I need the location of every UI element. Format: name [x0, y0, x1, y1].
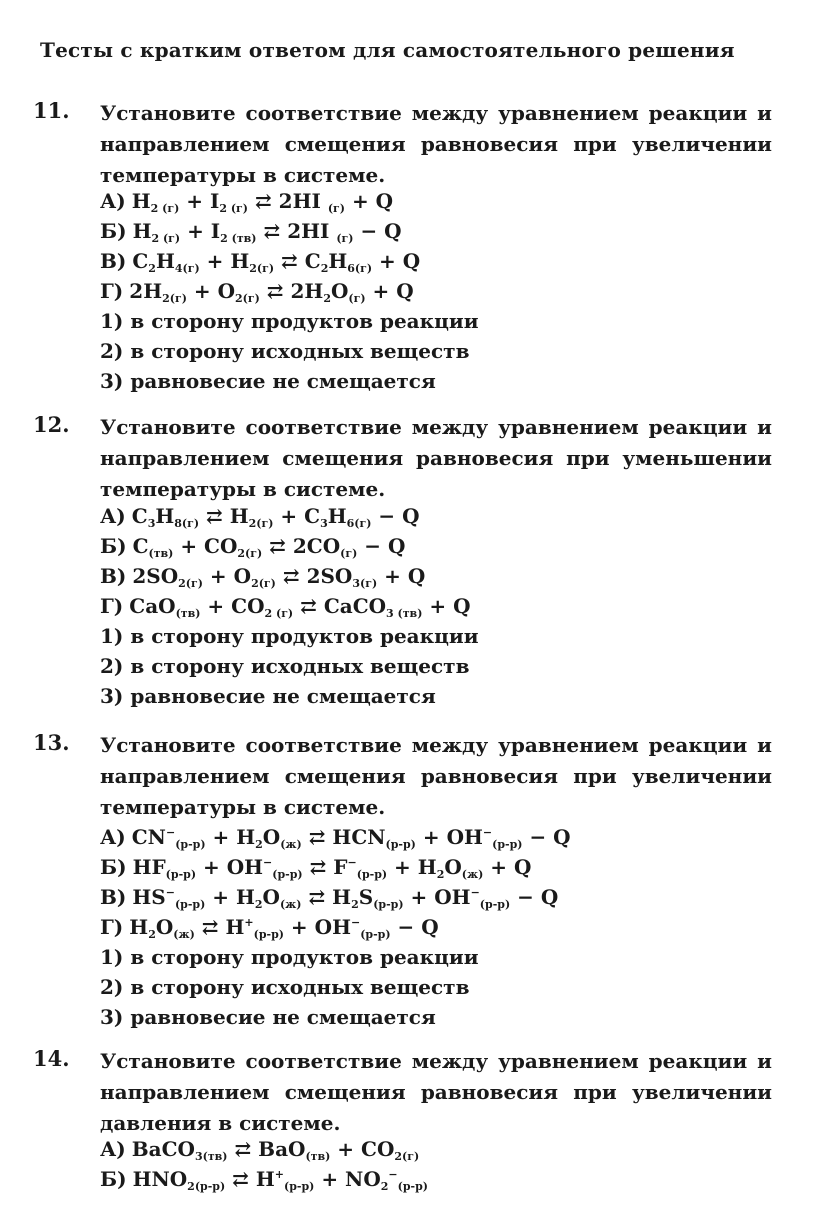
answer-option: 1) в сторону продуктов реакции: [100, 945, 479, 969]
question-text-line: направлением смещения равновесия при уменьшении: [100, 446, 772, 470]
question-text-line: давления в системе.: [100, 1111, 341, 1135]
reaction-equation: $CN^-_{(р-р)} + H_2O_{(ж)}$ ⇄ $HCN_{(р-р)} + OH^-_{(р-р)} - Q$: [131, 825, 571, 851]
reaction-line: [100, 591, 800, 621]
question-text-line: Установите соответствие между уравнением реакции и: [100, 415, 772, 439]
reaction-label: Б): [100, 534, 127, 558]
question-number: 12.: [33, 412, 70, 437]
reaction-label: Г): [100, 915, 124, 939]
reaction-label: Г): [100, 594, 124, 618]
reaction-equation: $H_{2 (г)} + I_{2 (тв)}$ ⇄ 2HI $_{(г)}$ − Q: [132, 219, 402, 245]
reaction-equation: $2H_{2(г)} + O_{2(г)}$ ⇄ $2H_2O_{(г)} + Q$: [129, 279, 414, 305]
page-title: Тесты с кратким ответом для самостоятельного решения: [40, 38, 735, 62]
question-text-line: температуры в системе.: [100, 477, 386, 501]
question-text-line: Установите соответствие между уравнением реакции и: [100, 1049, 772, 1073]
reaction-equation: $H_{2 (г)} + I_{2 (г)}$ ⇄ 2HI $_{(г)}$ + Q: [131, 189, 394, 215]
reaction-line: [100, 276, 800, 306]
question-text: [100, 730, 772, 823]
reaction-equation: $HF_{(р-р)} + OH^-_{(р-р)}$ ⇄ $F^-_{(р-р)} + H_2O_{(ж)} + Q$: [132, 855, 532, 881]
answer-option: 3) равновесие не смещается: [100, 684, 436, 708]
reaction-line: [100, 1134, 800, 1164]
question-text: [100, 412, 772, 505]
reaction-label: Б): [100, 1167, 127, 1191]
reaction-line: [100, 186, 800, 216]
reaction-equation: $C_3H_{8(г)}$ ⇄ $H_{2(г)} + C_3H_{6(г)} - Q$: [131, 504, 420, 530]
question-text-line: направлением смещения равновесия при увеличении: [100, 1080, 772, 1104]
reaction-equation: $HS^-_{(р-р)} + H_2O_{(ж)}$ ⇄ $H_2S_{(р-р)} + OH^-_{(р-р)} - Q$: [132, 885, 559, 911]
question-text-line: направлением смещения равновесия при увеличении: [100, 764, 772, 788]
reaction-line: [100, 1164, 800, 1194]
question-text-line: Установите соответствие между уравнением реакции и: [100, 101, 772, 125]
reaction-label: В): [100, 564, 127, 588]
reaction-line: [100, 822, 800, 852]
question-text: [100, 98, 772, 191]
reaction-equation: $HNO_{2(р-р)}$ ⇄ $H^+_{(р-р)} + NO_2^-_{(р-р)}$: [132, 1167, 428, 1193]
question-text-line: направлением смещения равновесия при увеличении: [100, 132, 772, 156]
answer-option: 2) в сторону исходных веществ: [100, 654, 470, 678]
reaction-line: [100, 246, 800, 276]
question-text-line: Установите соответствие между уравнением реакции и: [100, 733, 772, 757]
reaction-label: В): [100, 885, 127, 909]
reaction-line: [100, 852, 800, 882]
question-text: [100, 1046, 772, 1139]
reaction-equation: $CaO_{(тв)} + CO_{2 (г)}$ ⇄ CaCO$_{3 (тв)}$ + Q: [129, 594, 471, 620]
reaction-equation: $2SO_{2(г)} + O_{2(г)}$ ⇄ $2SO_{3(г)} + Q$: [132, 564, 426, 590]
reaction-label: А): [100, 825, 126, 849]
reaction-equation: $C_2H_{4(г)} + H_{2(г)}$ ⇄ $C_2H_{6(г)} + Q$: [132, 249, 421, 275]
answer-option: 1) в сторону продуктов реакции: [100, 624, 479, 648]
reaction-label: А): [100, 189, 126, 213]
answer-option: 2) в сторону исходных веществ: [100, 339, 470, 363]
question-text-line: температуры в системе.: [100, 163, 386, 187]
answer-option: 3) равновесие не смещается: [100, 1005, 436, 1029]
reaction-label: Б): [100, 219, 127, 243]
reaction-label: А): [100, 1137, 126, 1161]
answer-option: 3) равновесие не смещается: [100, 369, 436, 393]
answer-option: 1) в сторону продуктов реакции: [100, 309, 479, 333]
answer-option: 2) в сторону исходных веществ: [100, 975, 470, 999]
reaction-line: [100, 216, 800, 246]
reaction-label: Г): [100, 279, 124, 303]
question-number: 11.: [33, 98, 70, 123]
reaction-line: [100, 501, 800, 531]
reaction-equation: $C_{(тв)} + CO_{2(г)}$ ⇄ $2CO_{(г)} - Q$: [132, 534, 406, 560]
reaction-line: [100, 561, 800, 591]
reaction-label: Б): [100, 855, 127, 879]
reaction-equation: BaCO$_{3(тв)}$ ⇄ $BaO_{(тв)} + CO_{2(г)}$: [131, 1137, 420, 1163]
reaction-line: [100, 882, 800, 912]
reaction-label: В): [100, 249, 127, 273]
question-number: 14.: [33, 1046, 70, 1071]
reaction-label: А): [100, 504, 126, 528]
question-number: 13.: [33, 730, 70, 755]
question-text-line: температуры в системе.: [100, 795, 386, 819]
reaction-equation: $H_2O_{(ж)}$ ⇄ $H^+_{(р-р)} + OH^-_{(р-р)} - Q$: [129, 915, 439, 941]
reaction-line: [100, 912, 800, 942]
reaction-line: [100, 531, 800, 561]
